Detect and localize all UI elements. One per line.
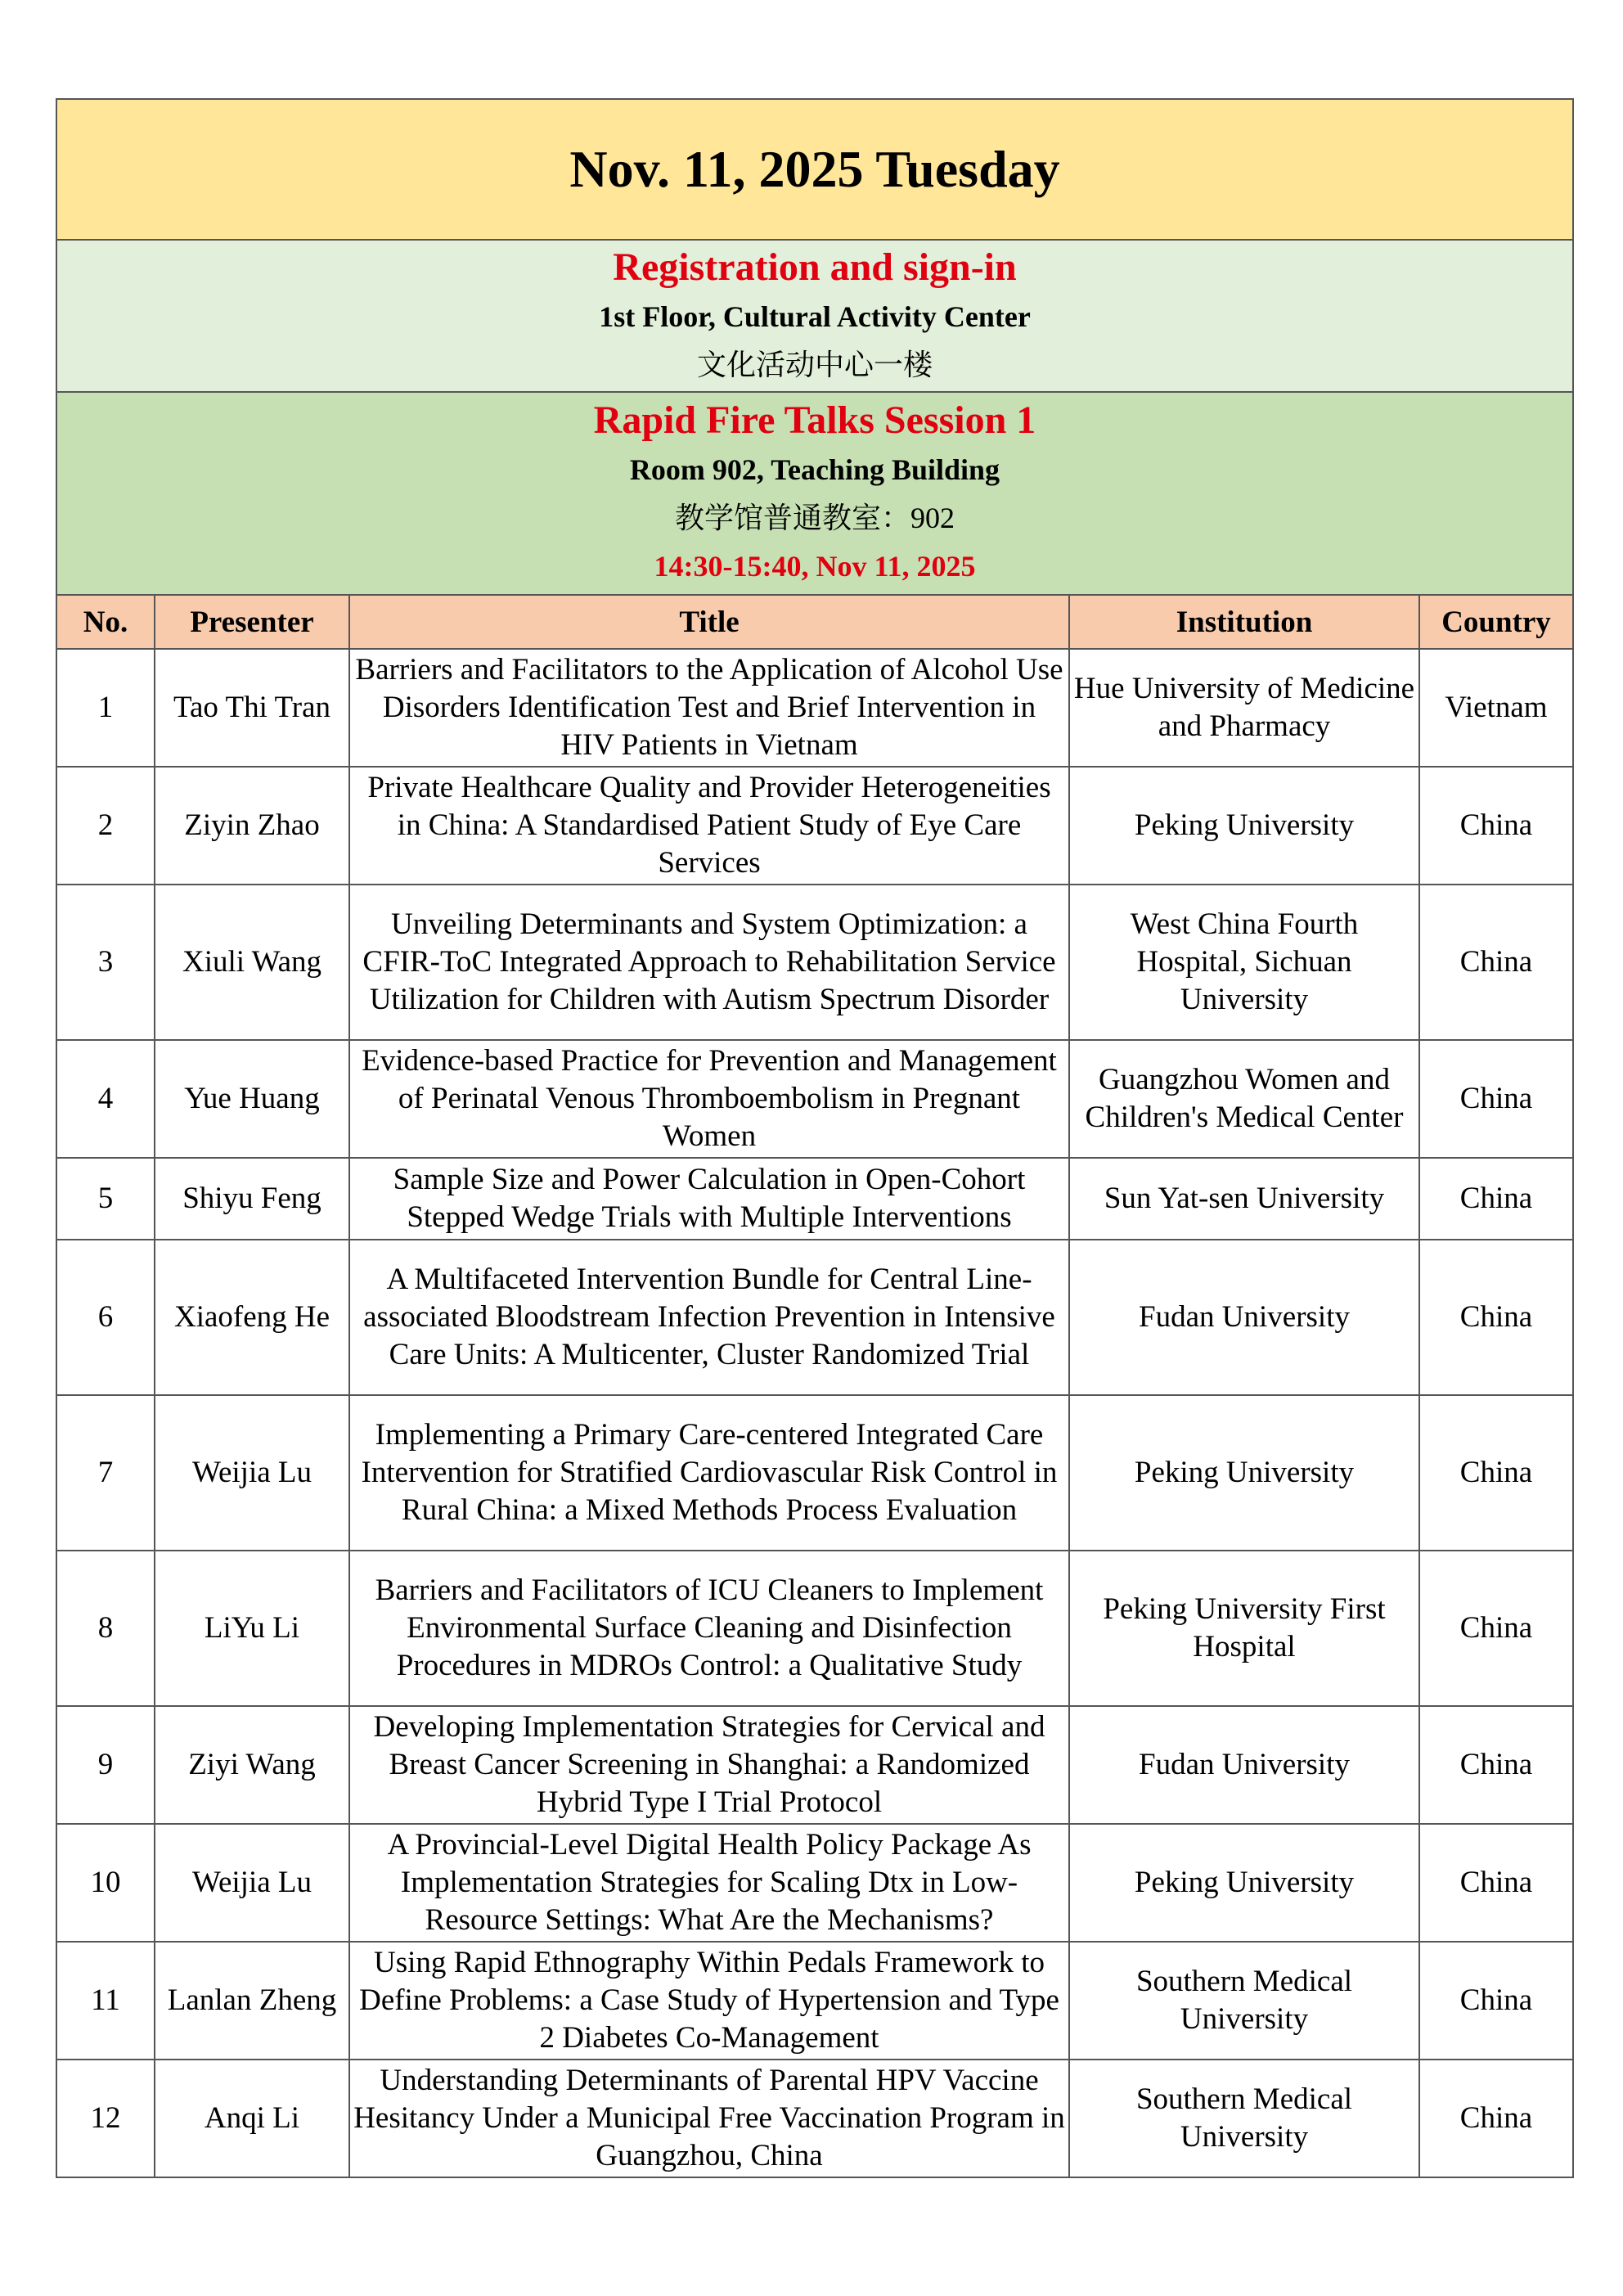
table-row bbox=[56, 649, 1573, 767]
cell-title: Using Rapid Ethnography Within Pedals Framework to Define Problems: a Case Study of Hypertension and Type 2 Diabetes Co-Management bbox=[349, 1942, 1069, 2060]
session-title: Rapid Fire Talks Session 1 bbox=[593, 398, 1036, 442]
session-time: 14:30-15:40, Nov 11, 2025 bbox=[654, 550, 976, 583]
cell-presenter: Anqi Li bbox=[155, 2060, 349, 2177]
cell-title: Unveiling Determinants and System Optimization: a CFIR-ToC Integrated Approach to Rehabilitation Service Utilization for Children with Autism Spectrum Disorder bbox=[349, 885, 1069, 1040]
cell-presenter: Lanlan Zheng bbox=[155, 1942, 349, 2060]
schedule-table bbox=[56, 98, 1574, 2178]
cell-country: China bbox=[1419, 885, 1573, 1040]
session-location-en: Room 902, Teaching Building bbox=[629, 453, 1000, 486]
session-section bbox=[56, 392, 1573, 595]
date-header: Nov. 11, 2025 Tuesday bbox=[56, 99, 1573, 240]
cell-no: 6 bbox=[56, 1240, 155, 1395]
cell-no: 11 bbox=[56, 1942, 155, 2060]
cell-institution: Fudan University bbox=[1069, 1706, 1419, 1824]
col-country: Country bbox=[1419, 595, 1573, 649]
table-row bbox=[56, 1395, 1573, 1551]
cell-country: Vietnam bbox=[1419, 649, 1573, 767]
cell-presenter: Xiuli Wang bbox=[155, 885, 349, 1040]
cell-institution: Fudan University bbox=[1069, 1240, 1419, 1395]
cell-title: Understanding Determinants of Parental HPV Vaccine Hesitancy Under a Municipal Free Vaccination Program in Guangzhou, China bbox=[349, 2060, 1069, 2177]
cell-presenter: Tao Thi Tran bbox=[155, 649, 349, 767]
cell-title: A Provincial-Level Digital Health Policy Package As Implementation Strategies for Scaling Dtx in Low-Resource Settings: What Are the Mechanisms? bbox=[349, 1824, 1069, 1942]
cell-presenter: Ziyi Wang bbox=[155, 1706, 349, 1824]
cell-country: China bbox=[1419, 767, 1573, 885]
cell-no: 3 bbox=[56, 885, 155, 1040]
cell-country: China bbox=[1419, 2060, 1573, 2177]
registration-title: Registration and sign-in bbox=[613, 245, 1017, 289]
table-row bbox=[56, 1240, 1573, 1395]
cell-title: Implementing a Primary Care-centered Integrated Care Intervention for Stratified Cardiovascular Risk Control in Rural China: a Mixed Methods Process Evaluation bbox=[349, 1395, 1069, 1551]
cell-institution: Southern Medical University bbox=[1069, 2060, 1419, 2177]
cell-institution: Peking University bbox=[1069, 1395, 1419, 1551]
cell-no: 9 bbox=[56, 1706, 155, 1824]
cell-title: Evidence-based Practice for Prevention and Management of Perinatal Venous Thromboembolism in Pregnant Women bbox=[349, 1040, 1069, 1158]
cell-institution: Peking University bbox=[1069, 1824, 1419, 1942]
cell-institution: Guangzhou Women and Children's Medical Center bbox=[1069, 1040, 1419, 1158]
cell-title: Private Healthcare Quality and Provider Heterogeneities in China: A Standardised Patient Study of Eye Care Services bbox=[349, 767, 1069, 885]
table-row bbox=[56, 1706, 1573, 1824]
cell-country: China bbox=[1419, 1240, 1573, 1395]
col-presenter: Presenter bbox=[155, 595, 349, 649]
cell-country: China bbox=[1419, 1040, 1573, 1158]
registration-section bbox=[56, 240, 1573, 392]
cell-country: China bbox=[1419, 1551, 1573, 1706]
cell-presenter: Xiaofeng He bbox=[155, 1240, 349, 1395]
registration-location-zh: 文化活动中心一楼 bbox=[696, 349, 933, 381]
table-row bbox=[56, 1824, 1573, 1942]
cell-country: China bbox=[1419, 1395, 1573, 1551]
cell-no: 1 bbox=[56, 649, 155, 767]
cell-no: 4 bbox=[56, 1040, 155, 1158]
cell-presenter: Yue Huang bbox=[155, 1040, 349, 1158]
cell-institution: Peking University First Hospital bbox=[1069, 1551, 1419, 1706]
cell-presenter: Ziyin Zhao bbox=[155, 767, 349, 885]
cell-country: China bbox=[1419, 1942, 1573, 2060]
cell-title: Developing Implementation Strategies for Cervical and Breast Cancer Screening in Shanghai: a Randomized Hybrid Type I Trial Protocol bbox=[349, 1706, 1069, 1824]
cell-institution: Sun Yat-sen University bbox=[1069, 1158, 1419, 1240]
table-row bbox=[56, 1551, 1573, 1706]
cell-no: 7 bbox=[56, 1395, 155, 1551]
table-row bbox=[56, 767, 1573, 885]
col-title: Title bbox=[349, 595, 1069, 649]
col-institution: Institution bbox=[1069, 595, 1419, 649]
table-row bbox=[56, 1158, 1573, 1240]
column-header-row bbox=[56, 595, 1573, 649]
cell-country: China bbox=[1419, 1706, 1573, 1824]
cell-no: 12 bbox=[56, 2060, 155, 2177]
session-location-zh: 教学馆普通教室：902 bbox=[674, 502, 955, 534]
cell-title: Sample Size and Power Calculation in Open-Cohort Stepped Wedge Trials with Multiple Interventions bbox=[349, 1158, 1069, 1240]
cell-title: Barriers and Facilitators to the Application of Alcohol Use Disorders Identification Test and Brief Intervention in HIV Patients in Vietnam bbox=[349, 649, 1069, 767]
table-row bbox=[56, 1040, 1573, 1158]
cell-institution: Hue University of Medicine and Pharmacy bbox=[1069, 649, 1419, 767]
table-row bbox=[56, 885, 1573, 1040]
cell-no: 10 bbox=[56, 1824, 155, 1942]
cell-title: A Multifaceted Intervention Bundle for Central Line-associated Bloodstream Infection Prevention in Intensive Care Units: A Multicenter, Cluster Randomized Trial bbox=[349, 1240, 1069, 1395]
cell-no: 5 bbox=[56, 1158, 155, 1240]
cell-presenter: Weijia Lu bbox=[155, 1824, 349, 1942]
table-row bbox=[56, 2060, 1573, 2177]
cell-presenter: Weijia Lu bbox=[155, 1395, 349, 1551]
cell-title: Barriers and Facilitators of ICU Cleaners to Implement Environmental Surface Cleaning and Disinfection Procedures in MDROs Control: a Qualitative Study bbox=[349, 1551, 1069, 1706]
cell-country: China bbox=[1419, 1158, 1573, 1240]
col-no: No. bbox=[56, 595, 155, 649]
cell-no: 8 bbox=[56, 1551, 155, 1706]
cell-institution: Peking University bbox=[1069, 767, 1419, 885]
cell-no: 2 bbox=[56, 767, 155, 885]
cell-presenter: LiYu Li bbox=[155, 1551, 349, 1706]
cell-presenter: Shiyu Feng bbox=[155, 1158, 349, 1240]
cell-country: China bbox=[1419, 1824, 1573, 1942]
cell-institution: West China Fourth Hospital, Sichuan University bbox=[1069, 885, 1419, 1040]
table-row bbox=[56, 1942, 1573, 2060]
registration-location-en: 1st Floor, Cultural Activity Center bbox=[599, 300, 1031, 333]
cell-institution: Southern Medical University bbox=[1069, 1942, 1419, 2060]
